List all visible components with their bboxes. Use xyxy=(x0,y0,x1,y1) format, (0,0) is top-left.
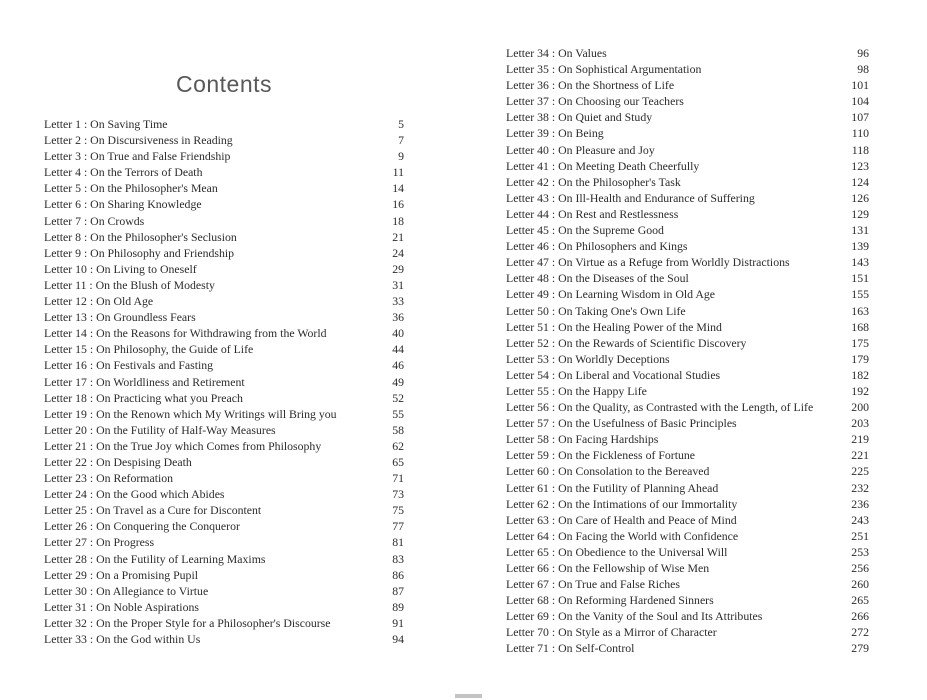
toc-entry-row xyxy=(506,125,869,141)
toc-entry-row xyxy=(506,415,869,431)
toc-entry-row xyxy=(506,447,869,463)
toc-entry-row xyxy=(506,286,869,302)
toc-entry-page-number: 24 xyxy=(392,245,404,260)
toc-entry-page-number: 7 xyxy=(398,133,404,148)
toc-entry-row xyxy=(44,615,404,631)
toc-entry-row xyxy=(506,496,869,512)
toc-entry-row xyxy=(44,406,404,422)
toc-entry-page-number: 192 xyxy=(851,383,869,398)
toc-entry-page-number: 11 xyxy=(392,165,404,180)
toc-entry-page-number: 21 xyxy=(392,229,404,244)
toc-entry-row xyxy=(44,196,404,212)
toc-entry-label: Letter 44 : On Rest and Restlessness xyxy=(506,206,679,221)
toc-entry-page-number: 243 xyxy=(851,512,869,527)
toc-entry-row xyxy=(506,319,869,335)
toc-entry-row xyxy=(506,254,869,270)
toc-entry-row xyxy=(506,45,869,61)
toc-entry-label: Letter 60 : On Consolation to the Bereaved xyxy=(506,464,710,479)
toc-entry-page-number: 265 xyxy=(851,593,869,608)
toc-entry-label: Letter 29 : On a Promising Pupil xyxy=(44,567,199,582)
toc-entry-label: Letter 51 : On the Healing Power of the Mind xyxy=(506,319,722,334)
toc-entry-label: Letter 64 : On Facing the World with Confidence xyxy=(506,528,739,543)
toc-entry-page-number: 129 xyxy=(851,206,869,221)
toc-entry-page-number: 73 xyxy=(392,487,404,502)
toc-entry-label: Letter 56 : On the Quality, as Contrasted with the Length, of Life xyxy=(506,400,814,415)
toc-entry-row xyxy=(506,142,869,158)
toc-entry-page-number: 104 xyxy=(851,94,869,109)
toc-entry-page-number: 62 xyxy=(392,438,404,453)
toc-entry-label: Letter 45 : On the Supreme Good xyxy=(506,223,664,238)
toc-entry-page-number: 71 xyxy=(392,471,404,486)
toc-entry-label: Letter 43 : On Ill-Health and Endurance of Suffering xyxy=(506,190,755,205)
toc-entry-row xyxy=(44,116,404,132)
toc-entry-row xyxy=(506,158,869,174)
toc-entry-row xyxy=(506,592,869,608)
toc-entry-row xyxy=(506,624,869,640)
toc-entry-label: Letter 2 : On Discursiveness in Reading xyxy=(44,133,233,148)
toc-entry-row xyxy=(44,567,404,583)
toc-entry-row xyxy=(506,367,869,383)
toc-entry-label: Letter 39 : On Being xyxy=(506,126,604,141)
toc-entry-row xyxy=(506,206,869,222)
toc-entry-page-number: 14 xyxy=(392,181,404,196)
toc-entry-label: Letter 18 : On Practicing what you Preach xyxy=(44,390,243,405)
toc-entry-page-number: 46 xyxy=(392,358,404,373)
toc-entry-label: Letter 68 : On Reforming Hardened Sinners xyxy=(506,593,714,608)
toc-entry-label: Letter 28 : On the Futility of Learning Maxims xyxy=(44,551,266,566)
toc-entry-row xyxy=(44,309,404,325)
toc-entry-page-number: 219 xyxy=(851,432,869,447)
toc-entry-label: Letter 9 : On Philosophy and Friendship xyxy=(44,245,235,260)
toc-entry-label: Letter 7 : On Crowds xyxy=(44,213,145,228)
toc-entry-label: Letter 24 : On the Good which Abides xyxy=(44,487,225,502)
toc-entry-page-number: 98 xyxy=(857,62,869,77)
toc-entry-page-number: 221 xyxy=(851,448,869,463)
toc-entry-row xyxy=(44,245,404,261)
toc-entry-label: Letter 5 : On the Philosopher's Mean xyxy=(44,181,218,196)
toc-entry-row xyxy=(44,164,404,180)
toc-entry-label: Letter 21 : On the True Joy which Comes from Philosophy xyxy=(44,438,322,453)
toc-entry-row xyxy=(44,213,404,229)
toc-entry-page-number: 16 xyxy=(392,197,404,212)
toc-entry-label: Letter 62 : On the Intimations of our Immortality xyxy=(506,496,738,511)
toc-entry-page-number: 139 xyxy=(851,239,869,254)
toc-entry-label: Letter 32 : On the Proper Style for a Philosopher's Discourse xyxy=(44,615,331,630)
toc-entry-page-number: 200 xyxy=(851,400,869,415)
toc-entry-label: Letter 69 : On the Vanity of the Soul and Its Attributes xyxy=(506,609,763,624)
toc-entry-row xyxy=(44,454,404,470)
toc-entry-row xyxy=(506,576,869,592)
toc-entry-row xyxy=(44,261,404,277)
toc-entry-label: Letter 46 : On Philosophers and Kings xyxy=(506,239,688,254)
toc-entry-page-number: 110 xyxy=(851,126,869,141)
toc-entry-row xyxy=(44,229,404,245)
toc-entry-label: Letter 1 : On Saving Time xyxy=(44,117,168,131)
toc-entry-row xyxy=(506,399,869,415)
toc-entry-page-number: 225 xyxy=(851,464,869,479)
toc-entry-page-number: 44 xyxy=(392,342,404,357)
toc-entry-label: Letter 59 : On the Fickleness of Fortune xyxy=(506,448,696,463)
toc-entry-page-number: 96 xyxy=(857,46,869,60)
toc-entry-label: Letter 58 : On Facing Hardships xyxy=(506,432,659,447)
toc-entry-row xyxy=(506,512,869,528)
toc-entry-row xyxy=(506,480,869,496)
toc-entry-row xyxy=(44,374,404,390)
toc-entry-page-number: 9 xyxy=(398,149,404,164)
toc-entry-page-number: 107 xyxy=(851,110,869,125)
toc-entry-label: Letter 11 : On the Blush of Modesty xyxy=(44,277,215,292)
toc-entry-label: Letter 70 : On Style as a Mirror of Character xyxy=(506,625,717,640)
toc-entry-page-number: 256 xyxy=(851,561,869,575)
toc-entry-label: Letter 8 : On the Philosopher's Seclusion xyxy=(44,229,237,244)
toc-entry-label: Letter 63 : On Care of Health and Peace of Mind xyxy=(506,512,737,527)
toc-entry-row xyxy=(506,61,869,77)
toc-entry-page-number: 168 xyxy=(851,319,869,334)
toc-entry-page-number: 251 xyxy=(851,528,869,543)
toc-entry-label: Letter 65 : On Obedience to the Universal Will xyxy=(506,544,728,559)
toc-entry-row xyxy=(44,132,404,148)
toc-entry-page-number: 36 xyxy=(392,310,404,325)
toc-entry-page-number: 94 xyxy=(392,632,404,646)
toc-entry-row xyxy=(506,560,869,576)
toc-entry-label: Letter 31 : On Noble Aspirations xyxy=(44,599,199,614)
toc-entry-label: Letter 67 : On True and False Riches xyxy=(506,577,680,592)
toc-entry-row xyxy=(44,293,404,309)
toc-entry-row xyxy=(506,93,869,109)
toc-entry-label: Letter 53 : On Worldly Deceptions xyxy=(506,351,670,366)
toc-entry-page-number: 151 xyxy=(851,271,869,286)
toc-entry-row xyxy=(506,544,869,560)
toc-entry-label: Letter 6 : On Sharing Knowledge xyxy=(44,197,202,212)
toc-entry-row xyxy=(44,148,404,164)
toc-entry-row xyxy=(506,222,869,238)
toc-entry-row xyxy=(506,238,869,254)
toc-entry-page-number: 253 xyxy=(851,544,869,559)
toc-entry-page-number: 163 xyxy=(851,303,869,318)
toc-entry-page-number: 58 xyxy=(392,422,404,437)
toc-entry-page-number: 272 xyxy=(851,625,869,640)
toc-entry-label: Letter 20 : On the Futility of Half-Way Measures xyxy=(44,422,276,437)
toc-entry-row xyxy=(44,357,404,373)
toc-entry-page-number: 49 xyxy=(392,374,404,389)
toc-entry-row xyxy=(44,599,404,615)
toc-entry-label: Letter 57 : On the Usefulness of Basic Principles xyxy=(506,416,737,431)
toc-entry-page-number: 5 xyxy=(398,117,404,131)
toc-entry-label: Letter 17 : On Worldliness and Retirement xyxy=(44,374,245,389)
toc-entry-row xyxy=(506,109,869,125)
toc-entry-row xyxy=(44,180,404,196)
toc-entry-label: Letter 47 : On Virtue as a Refuge from Worldly Distractions xyxy=(506,255,790,270)
toc-entry-row xyxy=(44,534,404,550)
toc-entry-label: Letter 23 : On Reformation xyxy=(44,471,174,486)
toc-entry-row xyxy=(506,303,869,319)
toc-entry-label: Letter 30 : On Allegiance to Virtue xyxy=(44,583,209,598)
toc-entry-page-number: 83 xyxy=(392,551,404,566)
toc-entry-label: Letter 35 : On Sophistical Argumentation xyxy=(506,62,702,77)
toc-entry-row xyxy=(506,640,869,656)
toc-entry-label: Letter 50 : On Taking One's Own Life xyxy=(506,303,686,318)
toc-entry-row xyxy=(44,438,404,454)
toc-entry-label: Letter 34 : On Values xyxy=(506,46,607,60)
toc-entry-row xyxy=(506,608,869,624)
toc-entry-row xyxy=(506,463,869,479)
toc-entry-label: Letter 42 : On the Philosopher's Task xyxy=(506,174,681,189)
toc-entry-page-number: 203 xyxy=(851,416,869,431)
toc-entry-label: Letter 66 : On the Fellowship of Wise Men xyxy=(506,561,710,575)
toc-entry-label: Letter 19 : On the Renown which My Writings will Bring you xyxy=(44,406,337,421)
toc-entry-row xyxy=(44,470,404,486)
toc-entry-row xyxy=(506,77,869,93)
toc-entry-label: Letter 10 : On Living to Oneself xyxy=(44,261,197,276)
toc-entry-page-number: 118 xyxy=(851,142,869,157)
toc-entry-label: Letter 71 : On Self-Control xyxy=(506,641,635,656)
toc-entry-row xyxy=(44,277,404,293)
toc-entry-page-number: 81 xyxy=(392,535,404,550)
toc-entry-label: Letter 27 : On Progress xyxy=(44,535,155,550)
toc-entry-page-number: 29 xyxy=(392,261,404,276)
toc-entry-label: Letter 40 : On Pleasure and Joy xyxy=(506,142,655,157)
toc-column-right xyxy=(506,45,869,657)
toc-entry-page-number: 155 xyxy=(851,287,869,302)
toc-entry-page-number: 232 xyxy=(851,480,869,495)
toc-entry-page-number: 75 xyxy=(392,503,404,518)
toc-entry-page-number: 86 xyxy=(392,567,404,582)
toc-entry-label: Letter 49 : On Learning Wisdom in Old Age xyxy=(506,287,715,302)
page-title: Contents xyxy=(175,71,273,97)
toc-entry-page-number: 77 xyxy=(392,519,404,534)
toc-entry-label: Letter 14 : On the Reasons for Withdrawing from the World xyxy=(44,326,327,341)
toc-entry-row xyxy=(44,341,404,357)
toc-entry-page-number: 143 xyxy=(851,255,869,270)
toc-entry-page-number: 126 xyxy=(851,190,869,205)
toc-entry-row xyxy=(506,335,869,351)
toc-entry-label: Letter 38 : On Quiet and Study xyxy=(506,110,653,125)
toc-entry-page-number: 175 xyxy=(851,335,869,350)
toc-entry-label: Letter 16 : On Festivals and Fasting xyxy=(44,358,214,373)
page-scroll-indicator xyxy=(455,694,482,698)
toc-entry-row xyxy=(506,351,869,367)
toc-entry-label: Letter 36 : On the Shortness of Life xyxy=(506,78,675,93)
toc-entry-label: Letter 37 : On Choosing our Teachers xyxy=(506,94,684,109)
toc-entry-row xyxy=(44,551,404,567)
toc-entry-label: Letter 55 : On the Happy Life xyxy=(506,383,647,398)
toc-entry-row xyxy=(506,174,869,190)
toc-entry-row xyxy=(44,486,404,502)
toc-entry-label: Letter 3 : On True and False Friendship xyxy=(44,149,231,164)
toc-entry-row xyxy=(44,502,404,518)
toc-entry-page-number: 55 xyxy=(392,406,404,421)
toc-entry-page-number: 65 xyxy=(392,454,404,469)
toc-entry-label: Letter 61 : On the Futility of Planning Ahead xyxy=(506,480,719,495)
toc-entry-label: Letter 52 : On the Rewards of Scientific Discovery xyxy=(506,335,747,350)
toc-entry-page-number: 124 xyxy=(851,174,869,189)
toc-entry-row xyxy=(44,583,404,599)
toc-entry-row xyxy=(44,631,404,647)
toc-entry-label: Letter 33 : On the God within Us xyxy=(44,632,201,646)
toc-entry-row xyxy=(506,270,869,286)
toc-entry-page-number: 260 xyxy=(851,577,869,592)
toc-entry-page-number: 266 xyxy=(851,609,869,624)
toc-entry-page-number: 182 xyxy=(851,367,869,382)
toc-entry-row xyxy=(44,390,404,406)
toc-entry-page-number: 101 xyxy=(851,78,869,93)
toc-entry-label: Letter 15 : On Philosophy, the Guide of Life xyxy=(44,342,254,357)
toc-entry-label: Letter 26 : On Conquering the Conqueror xyxy=(44,519,240,534)
toc-entry-page-number: 131 xyxy=(851,223,869,238)
toc-entry-label: Letter 12 : On Old Age xyxy=(44,294,154,309)
toc-entry-label: Letter 48 : On the Diseases of the Soul xyxy=(506,271,689,286)
toc-entry-page-number: 279 xyxy=(851,641,869,656)
toc-entry-page-number: 91 xyxy=(392,615,404,630)
toc-entry-page-number: 18 xyxy=(392,213,404,228)
toc-entry-page-number: 123 xyxy=(851,158,869,173)
toc-entry-row xyxy=(44,422,404,438)
toc-entry-page-number: 179 xyxy=(851,351,869,366)
toc-entry-page-number: 87 xyxy=(392,583,404,598)
toc-entry-label: Letter 4 : On the Terrors of Death xyxy=(44,165,203,180)
toc-entry-row xyxy=(506,383,869,399)
toc-entry-row xyxy=(44,518,404,534)
toc-entry-page-number: 40 xyxy=(392,326,404,341)
toc-column-left xyxy=(44,116,404,647)
toc-entry-label: Letter 13 : On Groundless Fears xyxy=(44,310,196,325)
toc-entry-page-number: 52 xyxy=(392,390,404,405)
toc-entry-page-number: 236 xyxy=(851,496,869,511)
toc-entry-row xyxy=(506,190,869,206)
toc-entry-page-number: 33 xyxy=(392,294,404,309)
toc-entry-row xyxy=(506,528,869,544)
toc-entry-label: Letter 22 : On Despising Death xyxy=(44,454,192,469)
toc-entry-page-number: 31 xyxy=(392,277,404,292)
toc-entry-row xyxy=(44,325,404,341)
toc-entry-label: Letter 25 : On Travel as a Cure for Discontent xyxy=(44,503,262,518)
toc-entry-row xyxy=(506,431,869,447)
toc-entry-label: Letter 54 : On Liberal and Vocational Studies xyxy=(506,367,721,382)
toc-entry-label: Letter 41 : On Meeting Death Cheerfully xyxy=(506,158,700,173)
toc-entry-page-number: 89 xyxy=(392,599,404,614)
